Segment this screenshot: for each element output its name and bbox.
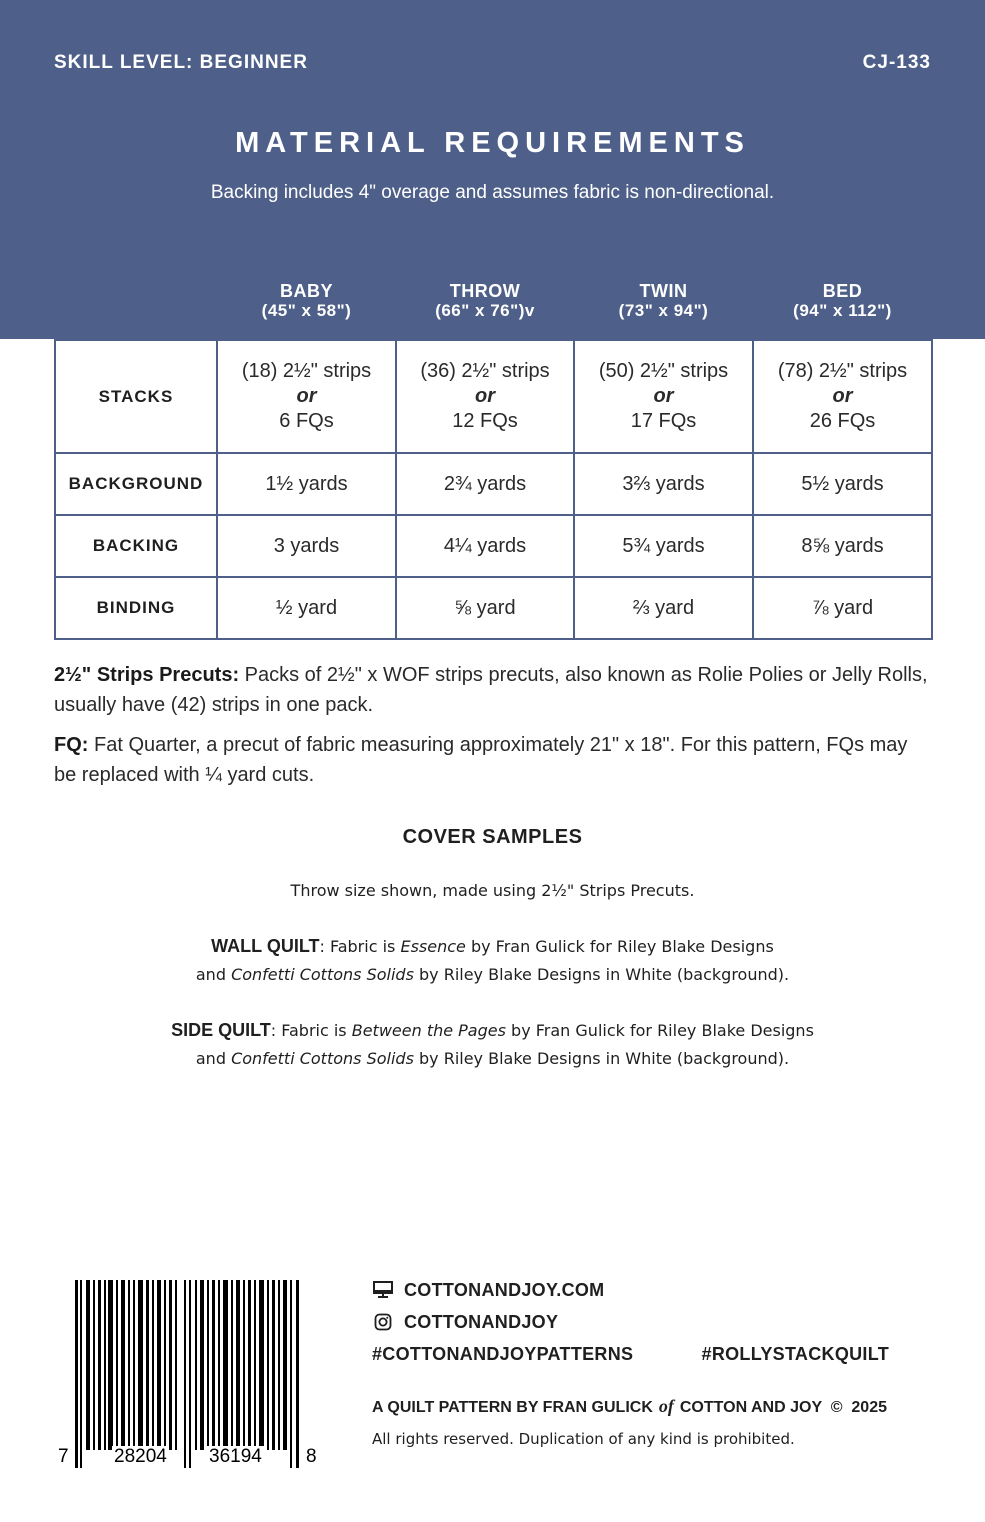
table-corner [55,262,217,340]
barcode-digit: 7 [58,1446,69,1467]
cover-samples-intro: Throw size shown, made using 2½" Strips Precuts. [290,881,695,900]
table-cell: (18) 2½" strips or 6 FQs [217,340,396,453]
table-cell: (36) 2½" strips or 12 FQs [396,340,574,453]
rights-notice: All rights reserved. Duplication of any kind is prohibited. [372,1430,795,1448]
credit-line: A QUILT PATTERN BY FRAN GULICK of COTTON AND JOY © 2025 [372,1396,887,1416]
note-fat-quarter: FQ: Fat Quarter, a precut of fabric measuring approximately 21" x 18". For this pattern, FQs may be replaced with ¼ yard cuts. [54,734,908,786]
hashtags-row [372,1338,932,1370]
table-row [55,515,932,577]
barcode-digits [54,1446,324,1470]
instagram-row [372,1306,932,1338]
table-cell: 5½ yards [753,453,932,515]
instagram-handle[interactable]: COTTONANDJOY [404,1311,559,1332]
table-cell: 3⅔ yards [574,453,753,515]
material-requirements-table [54,261,933,640]
table-cell: ⅔ yard [574,577,753,639]
barcode-digit: 8 [306,1446,317,1467]
wall-quilt-line-2: and Confetti Cottons Solids by Riley Blake Designs in White (background). [195,965,790,984]
barcode-bars [54,1278,324,1470]
barcode-digit: 28204 [114,1446,167,1467]
column-header-bed: BED (94" x 112") [753,262,932,340]
table-row [55,577,932,639]
table-cell: 2¾ yards [396,453,574,515]
barcode [54,1278,324,1470]
table-cell: 5¾ yards [574,515,753,577]
page-title: MATERIAL REQUIREMENTS [235,127,750,159]
row-label-binding: BINDING [55,577,217,639]
column-header-throw: THROW (66" x 76")v [396,262,574,340]
table-cell: (78) 2½" strips or 26 FQs [753,340,932,453]
side-quilt-line-2: and Confetti Cottons Solids by Riley Blake Designs in White (background). [195,1049,790,1068]
row-label-stacks: STACKS [55,340,217,453]
skill-level: SKILL LEVEL: BEGINNER [54,52,308,73]
barcode-digit: 36194 [209,1446,262,1467]
table-row [55,453,932,515]
contact-section [372,1274,932,1370]
row-label-backing: BACKING [55,515,217,577]
table-cell: 4¼ yards [396,515,574,577]
page-subtitle: Backing includes 4" overage and assumes fabric is non-directional. [210,182,775,203]
website-row [372,1274,932,1306]
side-quilt-line-1: SIDE QUILT: Fabric is Between the Pages by Fran Gulick for Riley Blake Designs [171,1020,814,1040]
column-header-twin: TWIN (73" x 94") [574,262,753,340]
column-header-baby: BABY (45" x 58") [217,262,396,340]
pattern-code: CJ-133 [862,52,931,73]
table-row [55,340,932,453]
table-cell: 3 yards [217,515,396,577]
cover-samples-title: COVER SAMPLES [402,826,583,848]
monitor-icon [372,1280,394,1300]
hashtag-quilt: #ROLLYSTACKQUILT [701,1343,889,1364]
hashtag-patterns: #COTTONANDJOYPATTERNS [372,1343,634,1364]
notes-section [54,660,934,800]
note-strips-precuts: 2½" Strips Precuts: Packs of 2½" x WOF strips precuts, also known as Rolie Polies or Jelly Rolls, usually have (42) strips in one pack. [54,664,928,716]
table-cell: ⅝ yard [396,577,574,639]
wall-quilt-line-1: WALL QUILT: Fabric is Essence by Fran Gulick for Riley Blake Designs [211,936,774,956]
table-cell: ⅞ yard [753,577,932,639]
cover-samples-section [0,826,985,1073]
table-cell: (50) 2½" strips or 17 FQs [574,340,753,453]
instagram-icon [372,1312,394,1332]
row-label-background: BACKGROUND [55,453,217,515]
table-cell: ½ yard [217,577,396,639]
website-link[interactable]: COTTONANDJOY.COM [404,1279,605,1300]
table-cell: 8⅝ yards [753,515,932,577]
table-cell: 1½ yards [217,453,396,515]
